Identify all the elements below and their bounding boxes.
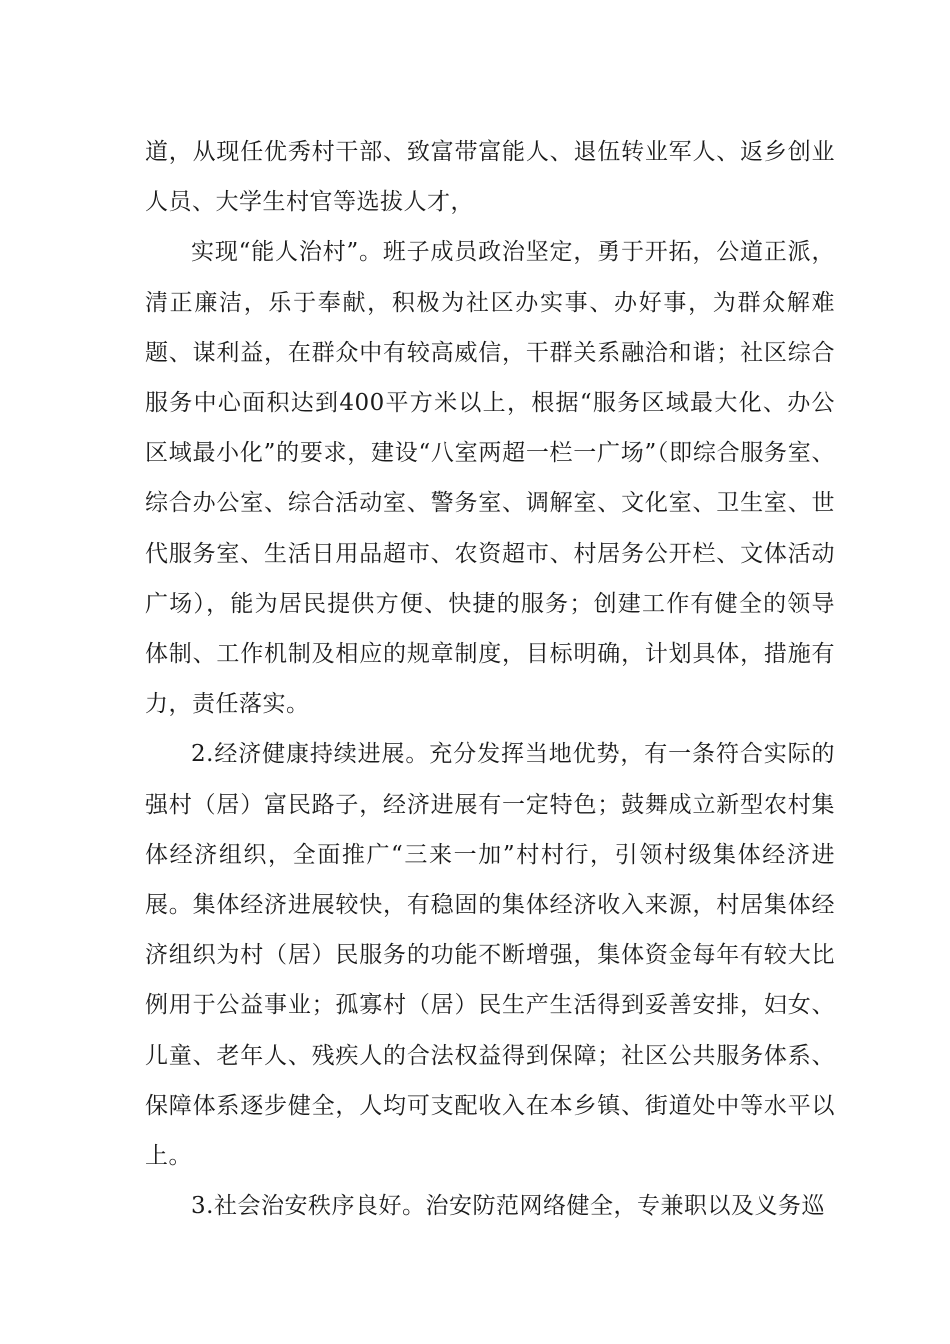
paragraph-leadership: 实现“能人治村”。班子成员政治坚定，勇于开拓，公道正派，清正廉洁，乐于奉献，积极为社区办实事、办好事，为群众解难题、谋利益，在群众中有较高威信，干群关系融洽和谐；社区综合服务中心面积达到400平方米以上，根据“服务区域最大化、办公区域最小化”的要求，建设“八室两超一栏一广场”（即综合服务室、综合办公室、综合活动室、警务室、调解室、文化室、卫生室、世代服务室、生活日用品超市、农资超市、村居务公开栏、文体活动广场），能为居民提供方便、快捷的服务；创建工作有健全的领导体制、工作机制及相应的规章制度，目标明确，计划具体，措施有力，责任落实。 (145, 239, 835, 718)
paragraph-economy: 2.经济健康持续进展。充分发挥当地优势，有一条符合实际的强村（居）富民路子，经济进展有一定特色；鼓舞成立新型农村集体经济组织，全面推广“三来一加”村村行，引领村级集体经济进展。集体经济进展较快，有稳固的集体经济收入来源，村居集体经济组织为村（居）民服务的功能不断增强，集体资金每年有较大比例用于公益事业；孤寡村（居）民生产生活得到妥善安排，妇女、儿童、老年人、残疾人的合法权益得到保障；社区公共服务体系、保障体系逐步健全，人均可支配收入在本乡镇、街道处中等水平以上。 (145, 741, 835, 1170)
body-text (145, 127, 835, 1231)
paragraph-security: 3.社会治安秩序良好。治安防范网络健全，专兼职以及义务巡 (191, 1193, 825, 1220)
paragraph-continuation: 道，从现任优秀村干部、致富带富能人、退伍转业军人、返乡创业人员、大学生村官等选拔人才， (145, 139, 835, 216)
